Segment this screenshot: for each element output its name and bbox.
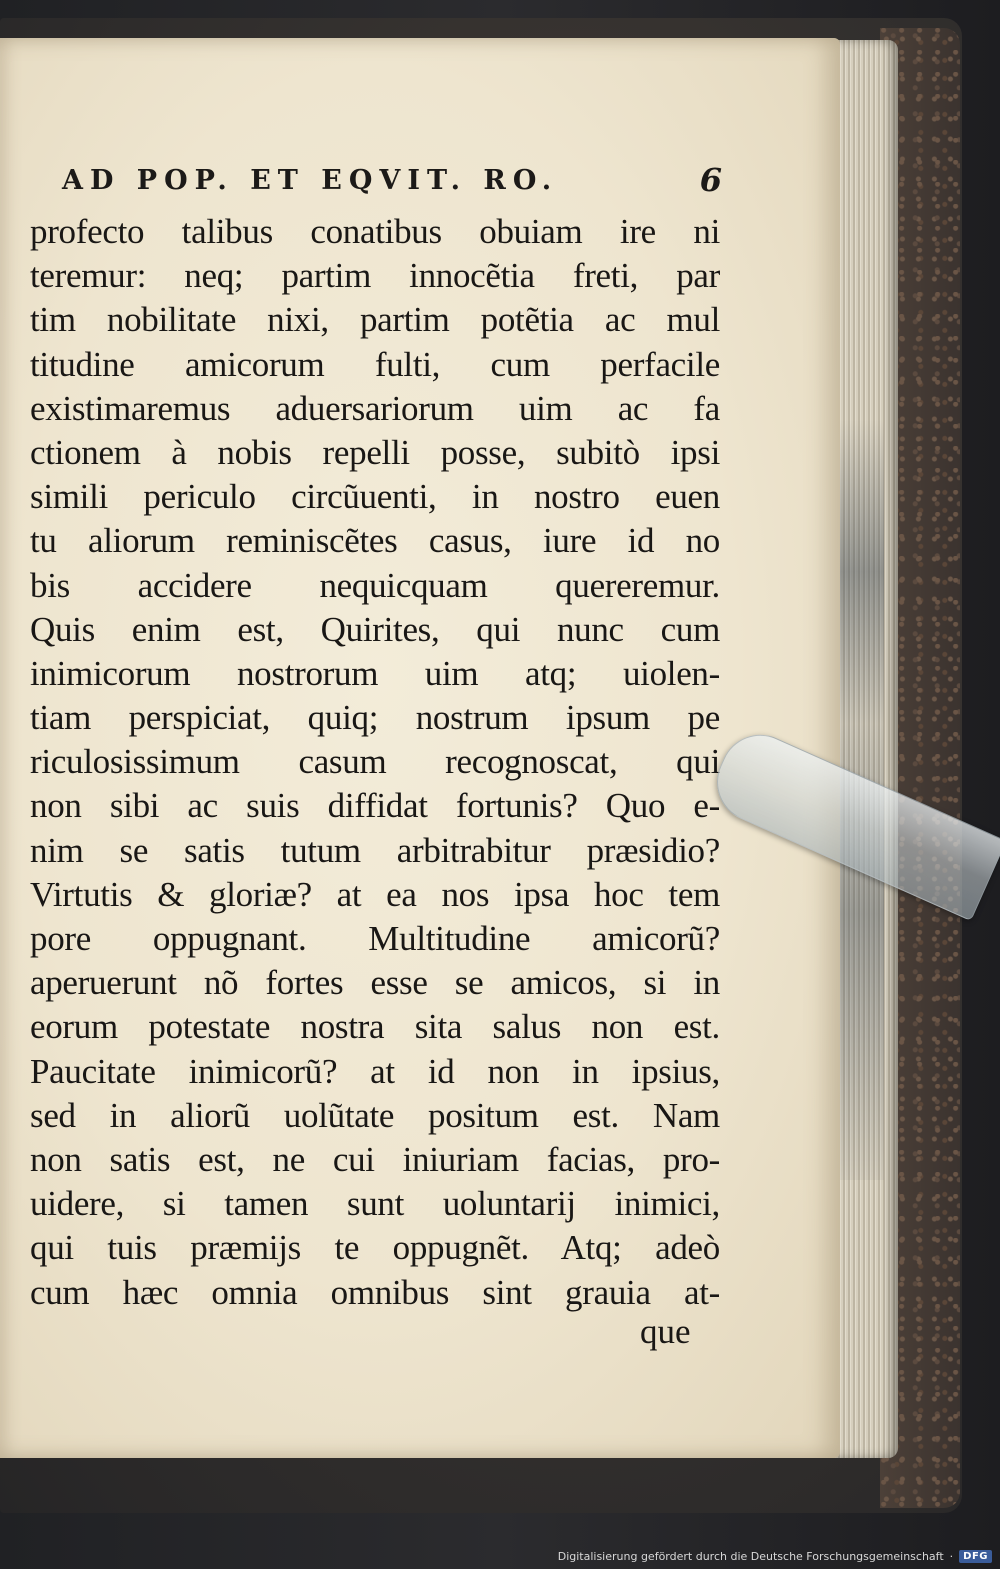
text-line: Quis enim est, Quirites, qui nunc cum: [30, 609, 720, 649]
text-line: simili periculo circũuenti, in nostro euen: [30, 477, 720, 517]
text-line: nim se satis tutum arbitrabitur præsidio?: [30, 830, 720, 870]
text-line: riculosissimum casum recognoscat, qui: [30, 742, 720, 782]
text-line: pore oppugnant. Multitudine amicorũ?: [30, 919, 720, 958]
text-line: uidere, si tamen sunt uoluntarij inimici,: [30, 1184, 720, 1224]
text-line: Virtutis & gloriæ? at ea nos ipsa hoc tem: [30, 874, 720, 914]
text-line: Paucitate inimicorũ? at id non in ipsius,: [30, 1051, 720, 1091]
text-line: tim nobilitate nixi, partim potẽtia ac mul: [30, 300, 720, 340]
text-line: qui tuis præmijs te oppugnẽt. Atq; adeò: [30, 1228, 720, 1268]
running-title: AD POP. ET EQVIT. RO.: [62, 164, 559, 196]
text-line: tiam perspiciat, quiq; nostrum ipsum pe: [30, 698, 720, 738]
text-line: eorum potestate nostra sita salus non est.: [30, 1007, 720, 1047]
text-line: ctionem à nobis repelli posse, subitò ipsi: [30, 432, 720, 472]
text-line: aperuerunt nõ fortes esse se amicos, si in: [30, 963, 720, 1003]
page-number: 6: [699, 161, 722, 199]
digitization-credit: Digitalisierung gefördert durch die Deutsche Forschungsgemeinschaft · DFG: [558, 1550, 992, 1563]
text-line: tu aliorum reminiscẽtes casus, iure id no: [30, 521, 720, 561]
text-line: existimaremus aduersariorum uim ac fa: [30, 388, 720, 428]
credit-text: Digitalisierung gefördert durch die Deutsche Forschungsgemeinschaft: [557, 1550, 944, 1563]
text-line: sed in aliorũ uolũtate positum est. Nam: [30, 1095, 720, 1135]
text-line: inimicorum nostrorum uim atq; uiolen-: [30, 653, 720, 693]
body-text: [30, 210, 720, 1315]
text-line: profecto talibus conatibus obuiam ire ni: [30, 212, 720, 251]
text-line: bis accidere nequicquam quereremur.: [30, 565, 720, 605]
text-line: non satis est, ne cui iniuriam facias, pro-: [30, 1139, 720, 1179]
text-line: teremur: neq; partim innocẽtia freti, par: [30, 256, 720, 296]
catchword: que: [640, 1312, 691, 1351]
text-line: non sibi ac suis diffidat fortunis? Quo e-: [30, 786, 720, 826]
text-line: cum hæc omnia omnibus sint grauia at-: [30, 1272, 720, 1312]
running-head: [62, 160, 722, 200]
dfg-logo-icon: DFG: [959, 1550, 992, 1563]
text-line: titudine amicorum fulti, cum perfacile: [30, 344, 720, 384]
